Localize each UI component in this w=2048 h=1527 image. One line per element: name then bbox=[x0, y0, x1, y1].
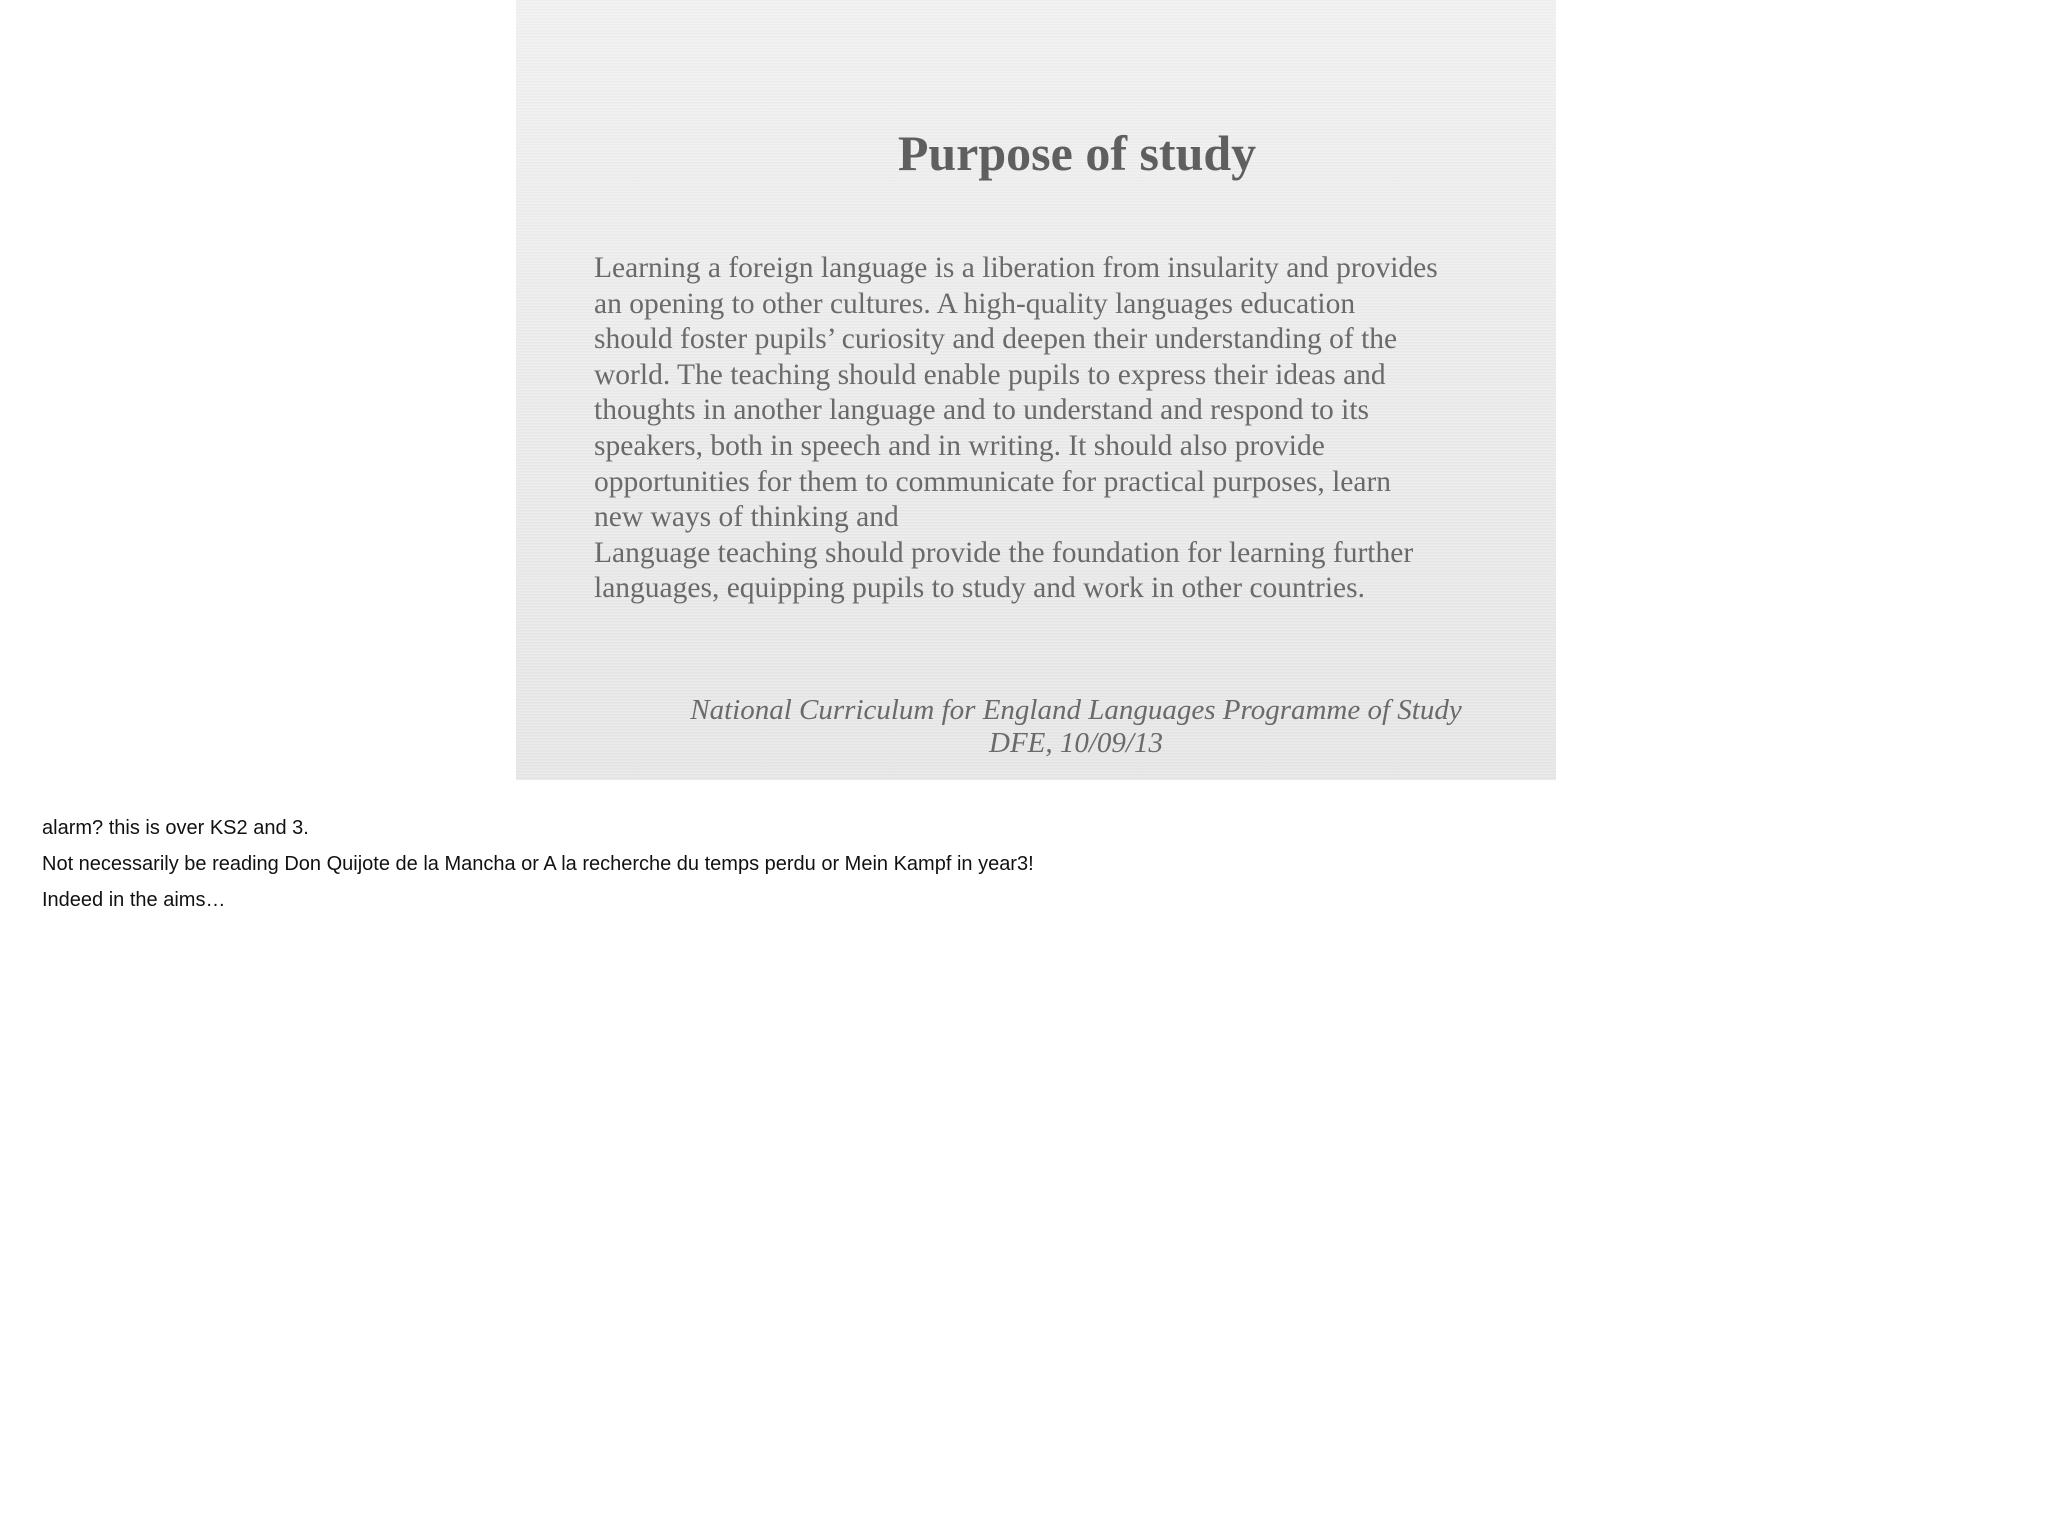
note-line: Not necessarily be reading Don Quijote de la Mancha or A la recherche du temps perdu or Mein Kampf in year3! bbox=[42, 853, 1034, 875]
body-line: Language teaching should provide the foundation for learning further bbox=[594, 536, 1414, 569]
body-line: speakers, both in speech and in writing. It should also provide bbox=[594, 429, 1325, 462]
body-line: world. The teaching should enable pupils to express their ideas and bbox=[594, 358, 1386, 391]
citation-source: National Curriculum for England Languages Programme of Study bbox=[690, 694, 1462, 726]
body-line: Learning a foreign language is a liberation from insularity and provides bbox=[594, 252, 1438, 284]
body-line: languages, equipping pupils to study and work in other countries. bbox=[594, 572, 1365, 605]
body-line: an opening to other cultures. A high-quality languages education bbox=[594, 287, 1356, 320]
slide-citation bbox=[686, 694, 1466, 760]
slide-body bbox=[594, 251, 1514, 607]
slide-title: Purpose of study bbox=[897, 125, 1257, 181]
note-line: alarm? this is over KS2 and 3. bbox=[42, 817, 309, 839]
note-line: Indeed in the aims… bbox=[42, 889, 226, 911]
speaker-notes bbox=[42, 810, 1942, 918]
body-line: thoughts in another language and to understand and respond to its bbox=[594, 394, 1370, 427]
body-line: opportunities for them to communicate for practical purposes, learn bbox=[594, 465, 1392, 498]
body-line: should foster pupils’ curiosity and deepen their understanding of the bbox=[594, 323, 1398, 356]
slide bbox=[516, 0, 1556, 780]
citation-date: DFE, 10/09/13 bbox=[989, 727, 1163, 759]
body-line: new ways of thinking and bbox=[594, 501, 899, 534]
